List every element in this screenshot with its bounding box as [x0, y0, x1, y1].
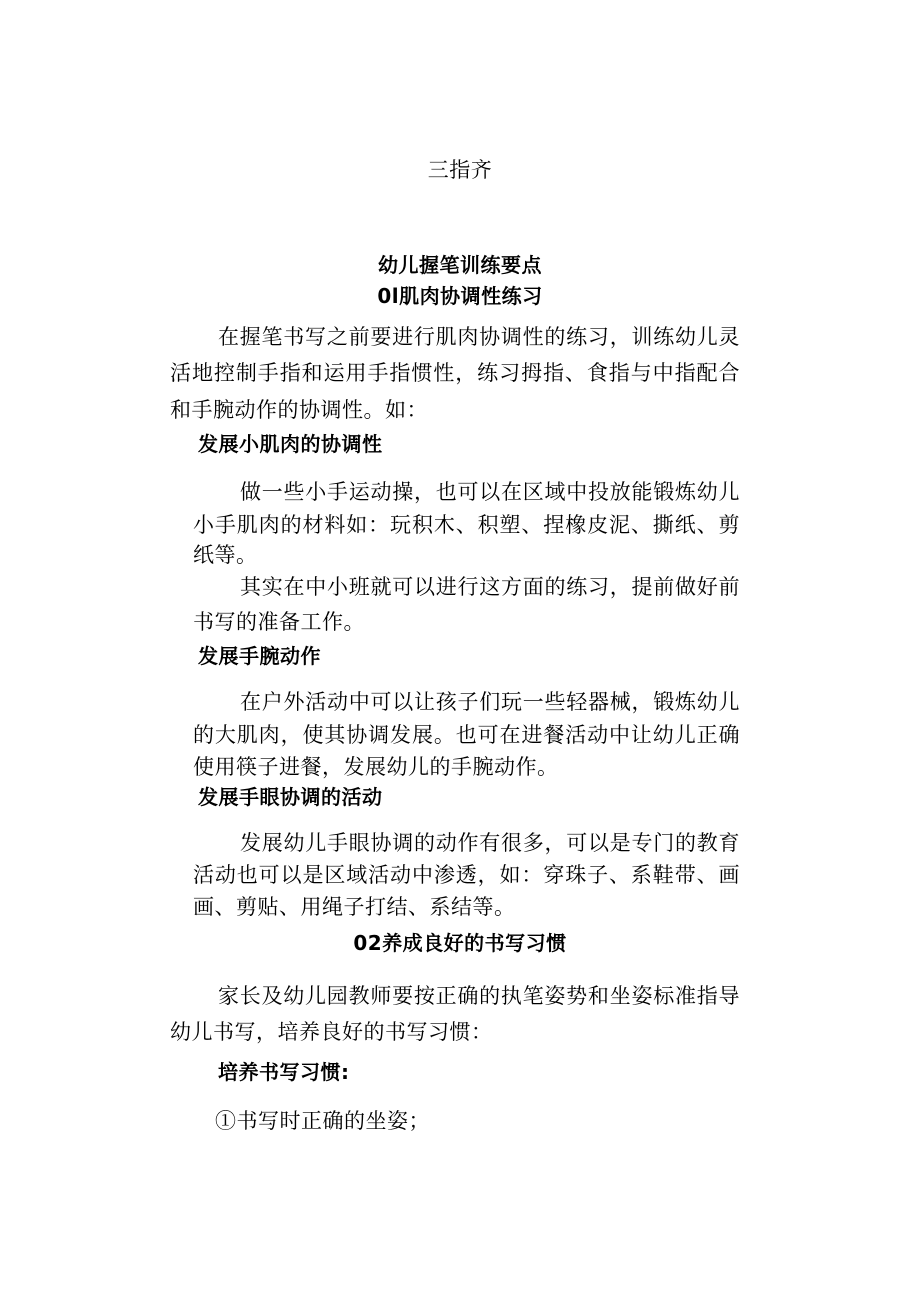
subsection-3-para-line-3: 画、剪贴、用绳子打结、系结等。 — [193, 895, 516, 919]
section-2-intro-line-1: 家长及幼儿园教师要按正确的执笔姿势和坐姿标准指导 — [218, 984, 740, 1008]
subsection-1-para-2-line-2: 书写的准备工作。 — [193, 610, 365, 634]
subsection-1-para-2-line-1: 其实在中小班就可以进行这方面的练习，提前做好前 — [240, 575, 740, 599]
subsection-2-para-line-1: 在户外活动中可以让孩子们玩一些轻器械，锻炼幼儿 — [240, 690, 740, 714]
subsection-2-heading: 发展手腕动作 — [198, 644, 321, 668]
document-title: 幼儿握笔训练要点 — [378, 253, 542, 277]
subsection-1-para-1-line-2: 小手肌肉的材料如：玩积木、积塑、捏橡皮泥、撕纸、剪 — [193, 513, 740, 537]
section-1-intro-line-1: 在握笔书写之前要进行肌肉协调性的练习，训练幼儿灵 — [218, 325, 740, 349]
section-2-subheading: 培养书写习惯: — [218, 1060, 350, 1084]
subsection-2-para-line-3: 使用筷子进餐，发展幼儿的手腕动作。 — [193, 755, 559, 779]
section-2-intro-line-2: 幼儿书写，培养良好的书写习惯： — [170, 1020, 493, 1044]
subsection-1-para-1-line-1: 做一些小手运动操，也可以在区域中投放能锻炼幼儿 — [240, 480, 740, 504]
page-header-title: 三指齐 — [427, 158, 493, 182]
section-1-intro-line-3: 和手腕动作的协调性。如： — [170, 398, 428, 422]
subsection-3-para-line-2: 活动也可以是区域活动中渗透，如：穿珠子、系鞋带、画 — [193, 863, 740, 887]
subsection-3-para-line-1: 发展幼儿手眼协调的动作有很多，可以是专门的教育 — [240, 831, 740, 855]
section-1-heading: 0l肌肉协调性练习 — [377, 284, 543, 308]
section-1-intro-line-2: 活地控制手指和运用手指惯性，练习拇指、食指与中指配合 — [170, 361, 740, 385]
subsection-1-heading: 发展小肌肉的协调性 — [198, 432, 383, 456]
section-2-heading: 02养成良好的书写习惯 — [353, 931, 567, 955]
subsection-1-para-1-line-3: 纸等。 — [193, 543, 258, 567]
subsection-3-heading: 发展手眼协调的活动 — [198, 785, 383, 809]
subsection-2-para-line-2: 的大肌肉，使其协调发展。也可在进餐活动中让幼儿正确 — [193, 723, 740, 747]
section-2-list-item-1: ①书写时正确的坐姿； — [215, 1109, 430, 1133]
